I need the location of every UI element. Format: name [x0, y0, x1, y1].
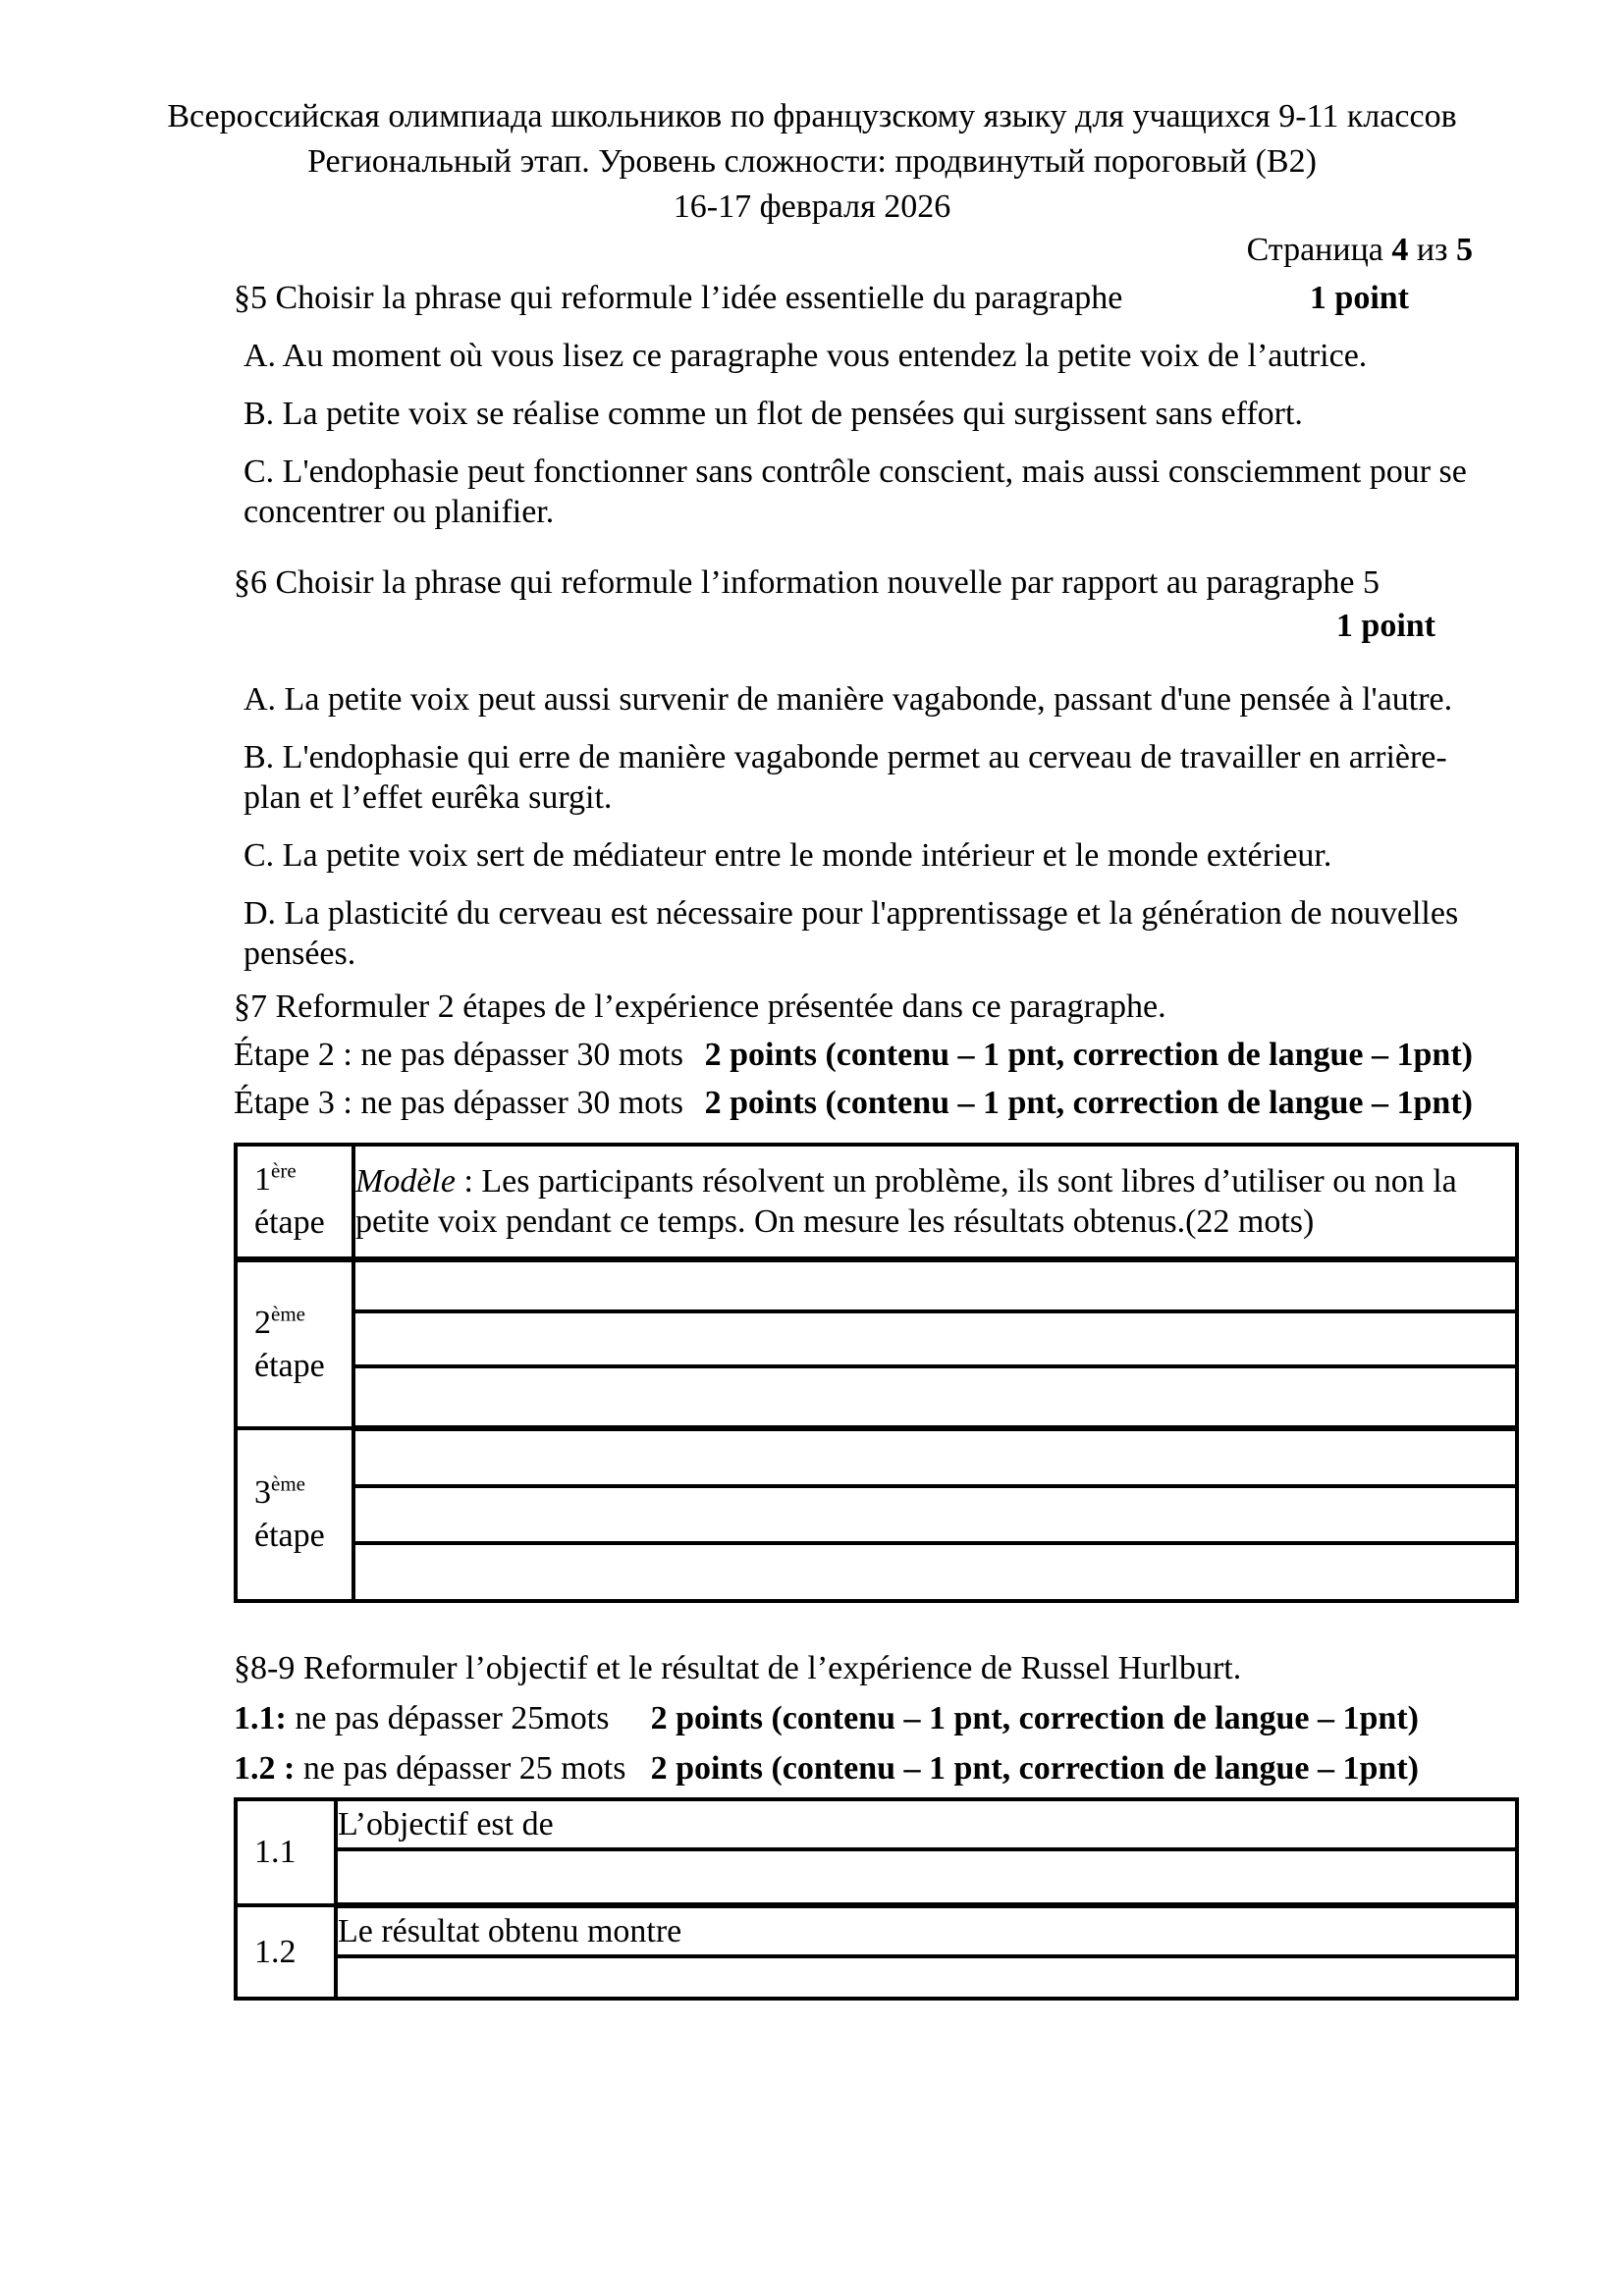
q7-etape3-line: [234, 1083, 1473, 1123]
section-q89: [234, 1648, 1473, 2001]
q89-12-number: 1.2 :: [234, 1750, 296, 1787]
q89-11-number: 1.1:: [234, 1700, 287, 1736]
q89-12-text: ne pas dépasser 25 mots: [295, 1750, 626, 1787]
etape2-number: 2: [254, 1304, 271, 1341]
etape3-answer-line-2: [353, 1486, 1517, 1543]
table-row: [236, 1145, 1517, 1259]
section-q5: [234, 278, 1473, 532]
etape2-answer-line-2: [353, 1311, 1517, 1366]
q5-option-b: B. La petite voix se réalise comme un flot de pensées qui surgissent sans effort.: [244, 396, 1303, 432]
table-row: [236, 1849, 1517, 1905]
etape2-ordinal: ème: [271, 1302, 305, 1326]
etape3-ordinal: ème: [271, 1471, 305, 1496]
q7-etape2-label: Étape 2 : ne pas dépasser 30 mots: [234, 1037, 683, 1073]
etape2-word: étape: [254, 1347, 325, 1384]
q6-option-d: D. La plasticité du cerveau est nécessaire pour l'apprentissage et la génération de nouvelles pensées.: [244, 895, 1459, 972]
table-row: [236, 1956, 1517, 1999]
page-header: [0, 0, 1624, 230]
q5-option-a: A. Au moment où vous lisez ce paragraphe vous entendez la petite voix de l’autrice.: [244, 338, 1368, 374]
q89-title: §8-9 Reformuler l’objectif et le résultat de l’expérience de Russel Hurlburt.: [234, 1650, 1242, 1686]
page-number-label: Страница: [1246, 232, 1383, 268]
q6-option-c: C. La petite voix sert de médiateur entre le monde intérieur et le monde extérieur.: [244, 837, 1332, 874]
etape3-answer-line-3: [353, 1543, 1517, 1601]
q5-title-row: [234, 278, 1473, 318]
header-line-1: Всероссийская олимпиада школьников по французскому языку для учащихся 9-11 классов: [167, 98, 1457, 134]
row-12-prompt-cell: Le résultat obtenu montre: [336, 1905, 1517, 1956]
etape3-number: 3: [254, 1474, 271, 1511]
q7-etape3-label: Étape 3 : ne pas dépasser 30 mots: [234, 1085, 683, 1121]
q89-11-points: 2 points (contenu – 1 pnt, correction de langue – 1pnt): [650, 1700, 1419, 1736]
q6-points-line: [234, 606, 1473, 646]
row-11-answer-line: [336, 1849, 1517, 1905]
etape1-model-cell: [353, 1145, 1517, 1259]
q89-11-text: ne pas dépasser 25mots: [286, 1700, 610, 1736]
q7-etape2-line: [234, 1035, 1473, 1075]
page-number: [0, 230, 1473, 270]
table-row: [236, 1543, 1517, 1601]
q6-title: §6 Choisir la phrase qui reformule l’information nouvelle par rapport au paragraphe 5: [234, 564, 1380, 601]
q5-title: §5 Choisir la phrase qui reformule l’idée essentielle du paragraphe: [234, 280, 1123, 316]
table-row: [236, 1311, 1517, 1366]
page-number-current: 4: [1391, 232, 1409, 268]
q5-points: 1 point: [1309, 280, 1409, 316]
answer-table-etapes: [234, 1143, 1519, 1603]
row-11-label-cell: 1.1: [236, 1799, 336, 1905]
etape2-answer-line-1: [353, 1259, 1517, 1311]
etape1-number: 1: [254, 1161, 271, 1198]
table-row: [236, 1428, 1517, 1486]
table-row: [236, 1366, 1517, 1428]
answer-table-objectif: [234, 1797, 1519, 2001]
page-number-of: из: [1416, 232, 1448, 268]
model-lead: Modèle: [355, 1163, 456, 1200]
etape2-label-cell: [236, 1259, 353, 1428]
table-row: [236, 1486, 1517, 1543]
header-line-2: Региональный этап. Уровень сложности: продвинутый пороговый (В2): [307, 143, 1317, 180]
q5-option-c: C. L'endophasie peut fonctionner sans contrôle conscient, mais aussi consciemment pour se concentrer ou planifier.: [244, 454, 1467, 530]
q7-etape3-points: 2 points (contenu – 1 pnt, correction de langue – 1pnt): [704, 1085, 1473, 1121]
row-11-prompt-cell: L’objectif est de: [336, 1799, 1517, 1849]
header-line-3: 16-17 февраля 2026: [673, 188, 951, 225]
row-12-label-cell: 1.2: [236, 1905, 336, 1999]
etape1-ordinal: ère: [271, 1158, 297, 1183]
section-q6: [234, 562, 1473, 974]
etape3-answer-line-1: [353, 1428, 1517, 1486]
table-row: [236, 1799, 1517, 1849]
q6-points: 1 point: [1335, 608, 1435, 644]
section-q7: [234, 987, 1473, 1603]
etape1-word: étape: [254, 1204, 325, 1241]
etape3-word: étape: [254, 1518, 325, 1554]
etape3-label-cell: [236, 1428, 353, 1601]
table-row: [236, 1259, 1517, 1311]
page-number-total: 5: [1456, 232, 1473, 268]
q7-etape2-points: 2 points (contenu – 1 pnt, correction de langue – 1pnt): [704, 1037, 1473, 1073]
table-row: [236, 1905, 1517, 1956]
q89-12-points: 2 points (contenu – 1 pnt, correction de langue – 1pnt): [650, 1750, 1419, 1787]
etape2-answer-line-3: [353, 1366, 1517, 1428]
q89-line-11: [234, 1698, 1473, 1738]
q7-title: §7 Reformuler 2 étapes de l’expérience présentée dans ce paragraphe.: [234, 988, 1166, 1025]
q6-option-b: B. L'endophasie qui erre de manière vagabonde permet au cerveau de travailler en arrière-plan et l’effet eurêka surgit.: [244, 739, 1447, 816]
page-content: [234, 278, 1473, 2001]
model-text: : Les participants résolvent un problème, ils sont libres d’utiliser ou non la petite voix pendant ce temps. On mesure les résultats obtenus.(22 mots): [355, 1163, 1457, 1240]
etape1-label-cell: [236, 1145, 353, 1259]
q89-line-12: [234, 1748, 1473, 1789]
q6-option-a: A. La petite voix peut aussi survenir de manière vagabonde, passant d'une pensée à l'autre.: [244, 681, 1453, 718]
row-12-answer-line: [336, 1956, 1517, 1999]
